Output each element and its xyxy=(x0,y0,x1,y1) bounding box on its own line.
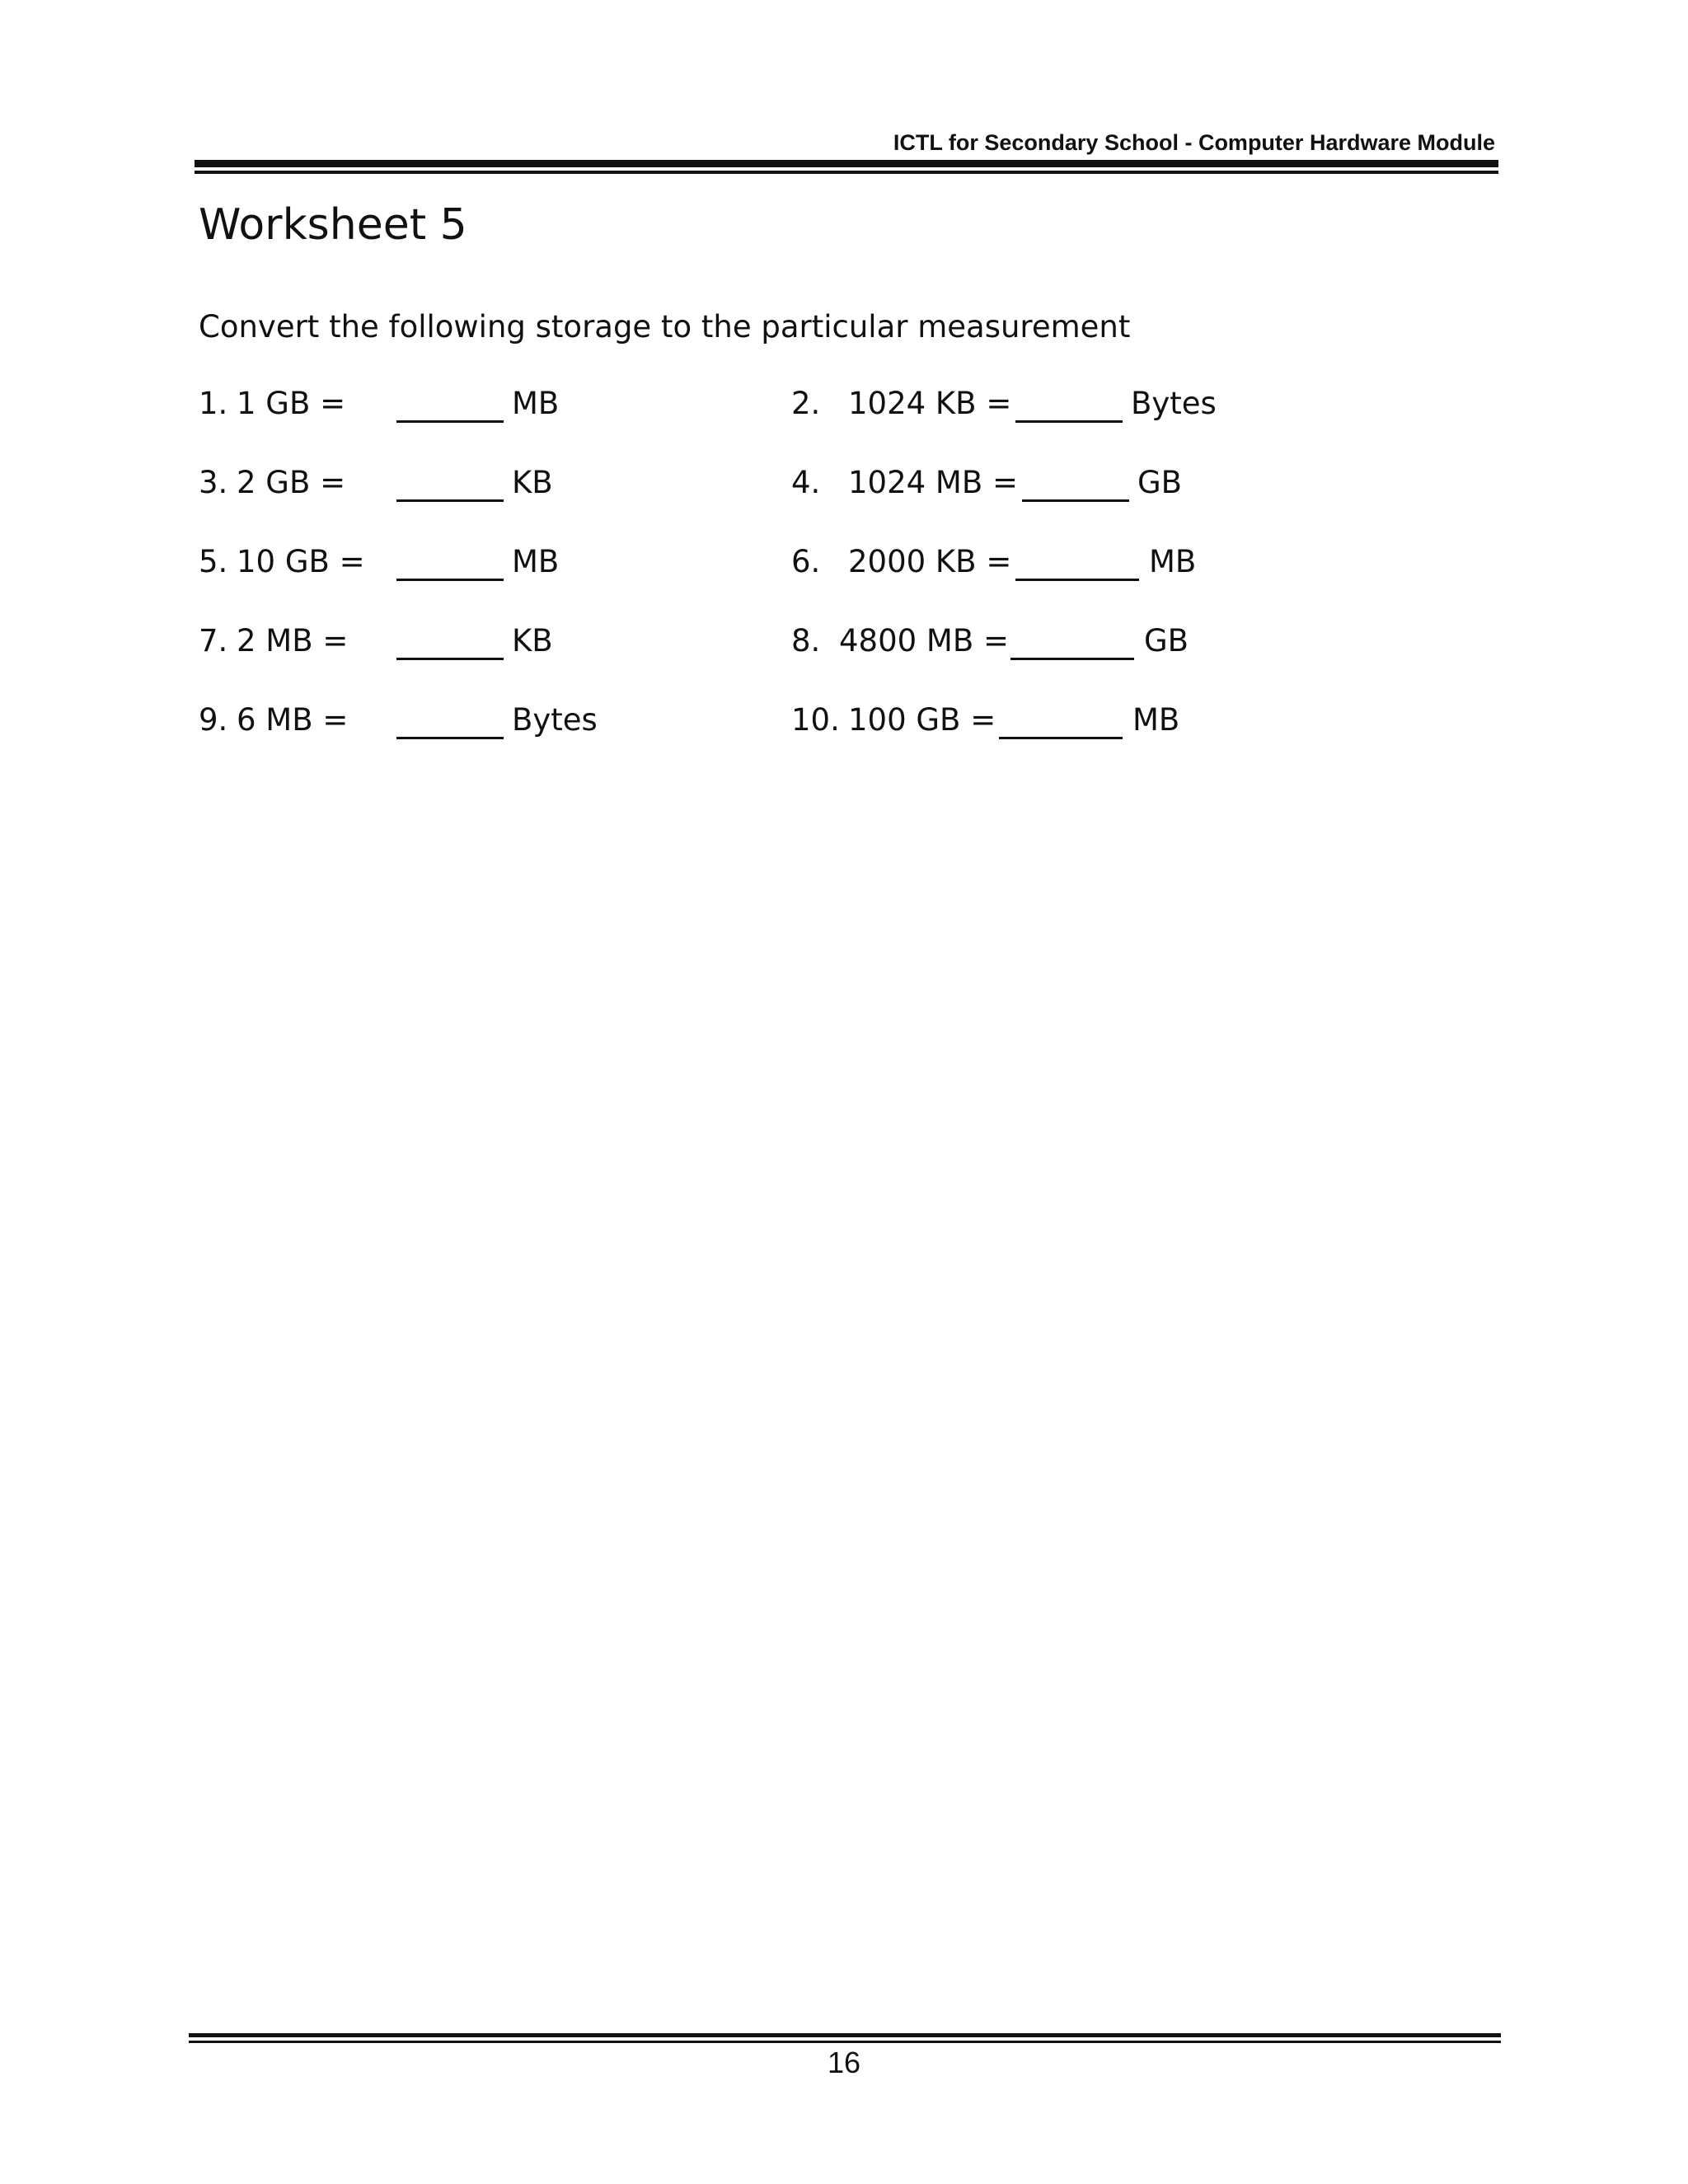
answer-unit: KB xyxy=(512,623,553,658)
answer-blank[interactable] xyxy=(396,579,504,581)
question-number: 5. xyxy=(199,544,228,579)
question-2 xyxy=(791,386,1286,427)
question-1 xyxy=(199,386,578,427)
page-number: 16 xyxy=(827,2046,861,2079)
answer-blank[interactable] xyxy=(1015,420,1123,423)
question-5 xyxy=(199,544,578,585)
question-expression: 2000 KB = xyxy=(848,544,1012,579)
answer-unit: MB xyxy=(1132,702,1180,738)
answer-blank[interactable] xyxy=(396,737,504,739)
worksheet-instruction: Convert the following storage to the particular measurement xyxy=(199,309,1131,344)
answer-blank[interactable] xyxy=(999,737,1123,739)
question-expression: 2 MB = xyxy=(237,623,349,658)
question-expression: 10 GB = xyxy=(237,544,365,579)
question-6 xyxy=(791,544,1286,585)
answer-blank[interactable] xyxy=(1010,658,1134,660)
question-number: 10. xyxy=(791,702,840,738)
answer-unit: MB xyxy=(1149,544,1197,579)
answer-unit: MB xyxy=(512,544,560,579)
answer-blank[interactable] xyxy=(1022,499,1129,502)
question-expression: 100 GB = xyxy=(848,702,996,738)
question-expression: 1024 KB = xyxy=(848,386,1012,421)
worksheet-title: Worksheet 5 xyxy=(199,200,467,250)
question-expression: 1024 MB = xyxy=(848,465,1018,500)
question-10 xyxy=(791,702,1286,743)
question-expression: 6 MB = xyxy=(237,702,349,738)
question-9 xyxy=(199,702,598,743)
footer-rule-thin xyxy=(189,2041,1501,2043)
answer-blank[interactable] xyxy=(1015,579,1139,581)
question-number: 3. xyxy=(199,465,228,500)
answer-blank[interactable] xyxy=(396,658,504,660)
question-number: 7. xyxy=(199,623,228,658)
question-expression: 1 GB = xyxy=(237,386,346,421)
question-number: 1. xyxy=(199,386,228,421)
question-8 xyxy=(791,623,1286,664)
question-4 xyxy=(791,465,1286,506)
answer-unit: Bytes xyxy=(1131,386,1217,421)
answer-unit: GB xyxy=(1137,465,1183,500)
answer-unit: GB xyxy=(1144,623,1189,658)
footer-rule-thick xyxy=(189,2033,1501,2037)
question-expression: 2 GB = xyxy=(237,465,346,500)
question-number: 8. xyxy=(791,623,821,658)
header-rule-thick xyxy=(195,160,1498,167)
question-number: 4. xyxy=(791,465,821,500)
question-number: 2. xyxy=(791,386,821,421)
question-number: 6. xyxy=(791,544,821,579)
question-3 xyxy=(199,465,578,506)
question-expression: 4800 MB = xyxy=(839,623,1009,658)
answer-unit: KB xyxy=(512,465,553,500)
answer-blank[interactable] xyxy=(396,420,504,423)
answer-blank[interactable] xyxy=(396,499,504,502)
answer-unit: Bytes xyxy=(512,702,598,738)
question-number: 9. xyxy=(199,702,228,738)
header-rule-thin xyxy=(195,171,1498,174)
question-7 xyxy=(199,623,578,664)
running-header: ICTL for Secondary School - Computer Hardware Module xyxy=(893,130,1495,155)
answer-unit: MB xyxy=(512,386,560,421)
